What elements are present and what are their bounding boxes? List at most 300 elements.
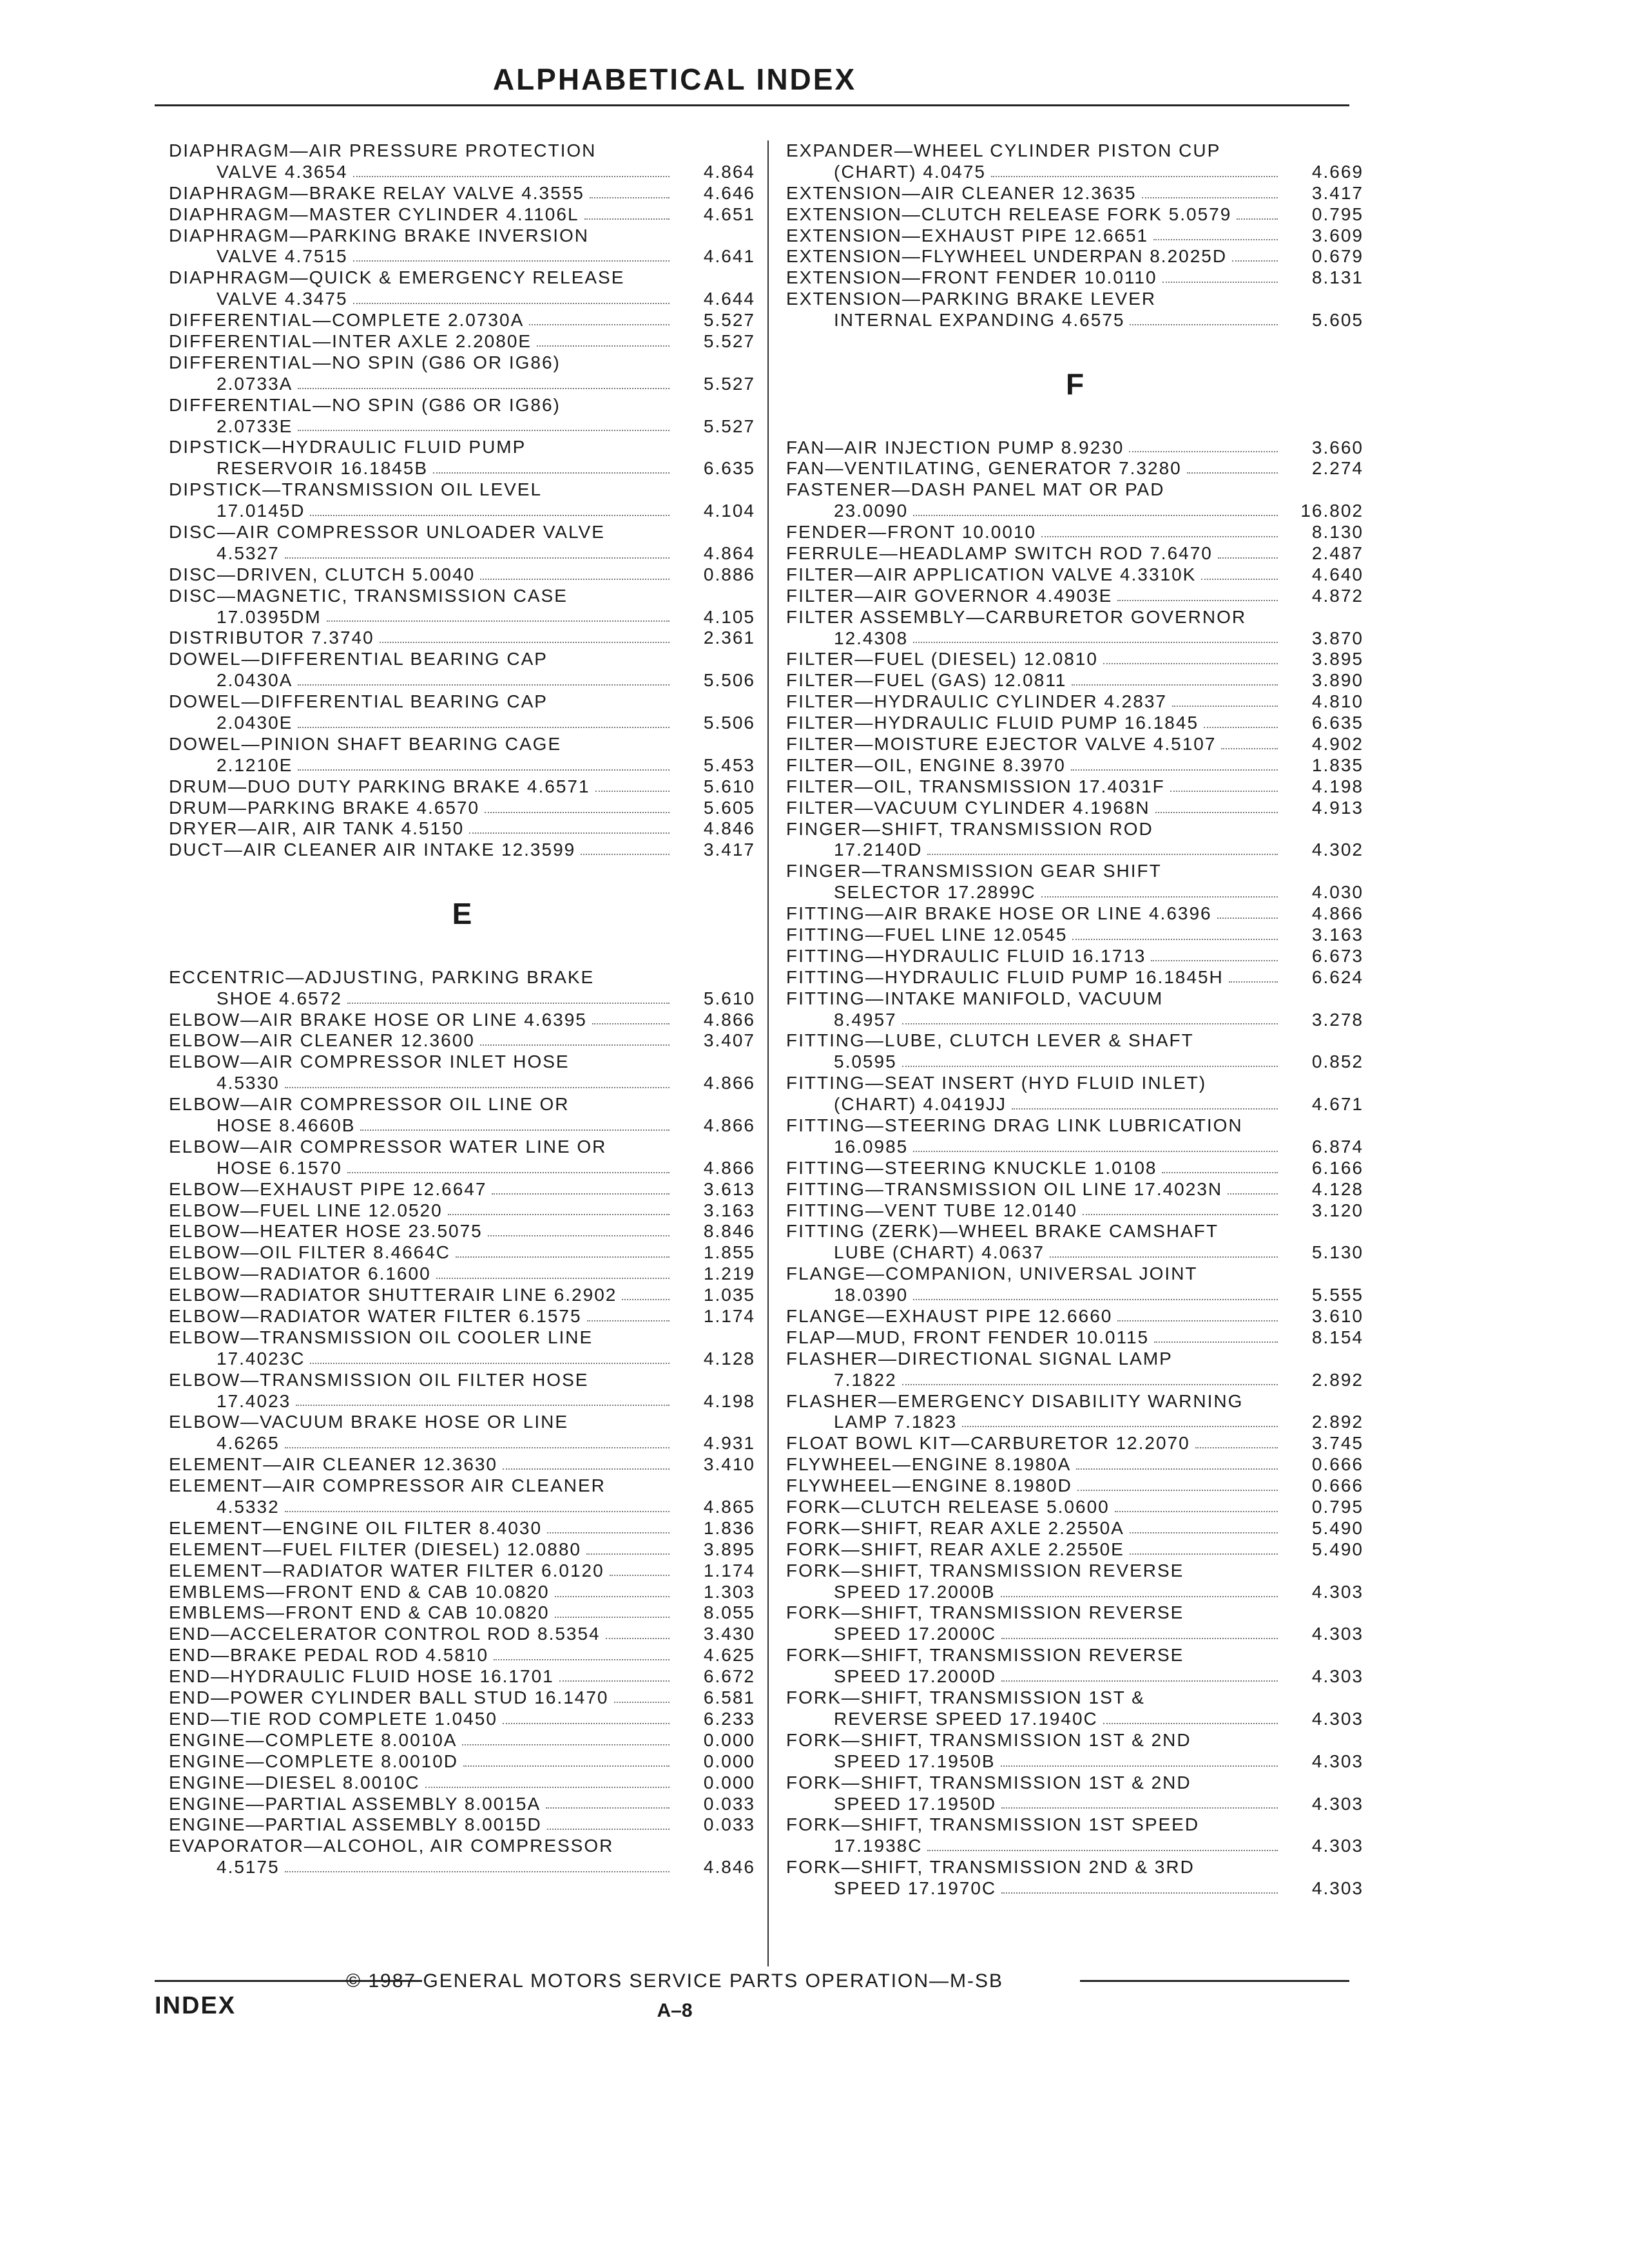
index-column-left (169, 140, 755, 1878)
entry-text: FLYWHEEL—ENGINE 8.1980D (786, 1475, 1072, 1496)
dot-leader (595, 791, 670, 792)
entry-page-ref: 8.130 (1311, 522, 1364, 543)
entry-text: DISC—AIR COMPRESSOR UNLOADER VALVE (169, 522, 605, 543)
entry-text: EVAPORATOR—ALCOHOL, AIR COMPRESSOR (169, 1836, 614, 1856)
entry-text: FORK—SHIFT, REAR AXLE 2.2550A (786, 1517, 1124, 1538)
entry-page-ref: 5.490 (1311, 1517, 1364, 1538)
entry-page-ref: 5.605 (703, 797, 755, 818)
index-entry (169, 267, 755, 310)
entry-page-ref: 4.641 (703, 246, 755, 267)
dot-leader (927, 1850, 1278, 1851)
index-entry (169, 331, 755, 352)
dot-leader (546, 1807, 670, 1809)
dot-leader (456, 1256, 670, 1258)
entry-text: FILTER—HYDRAULIC FLUID PUMP 16.1845 (786, 713, 1199, 733)
dot-leader (1077, 1490, 1278, 1491)
entry-page-ref: 1.836 (703, 1517, 755, 1538)
dot-leader (1154, 1341, 1278, 1343)
entry-text: FITTING—STEERING KNUCKLE 1.0108 (786, 1157, 1157, 1178)
entry-page-ref: 4.303 (1311, 1581, 1364, 1602)
index-entry (169, 1200, 755, 1222)
index-entry (169, 1645, 755, 1666)
dot-leader (1151, 960, 1278, 961)
dot-leader (555, 1617, 670, 1618)
dot-leader (327, 620, 670, 622)
index-entry (169, 310, 755, 331)
index-entry (786, 861, 1364, 903)
dot-leader (298, 430, 670, 431)
index-entry (169, 1179, 755, 1200)
index-entry (786, 1030, 1364, 1073)
dot-leader (353, 260, 670, 262)
dot-leader (559, 1680, 670, 1682)
entry-text: ELBOW—HEATER HOSE 23.5075 (169, 1221, 483, 1242)
entry-page-ref: 3.745 (1311, 1433, 1364, 1454)
entry-page-ref: 0.000 (703, 1772, 755, 1792)
entry-page-ref: 1.174 (703, 1560, 755, 1581)
entry-page-ref: 0.033 (703, 1793, 755, 1814)
index-entry (786, 1433, 1364, 1454)
dot-leader (1162, 1172, 1278, 1173)
index-entry (169, 1539, 755, 1561)
entry-page-ref: 0.886 (703, 564, 755, 584)
entry-text: DUCT—AIR CLEANER AIR INTAKE 12.3599 (169, 840, 576, 860)
dot-leader (1221, 748, 1278, 749)
entry-text: ELBOW—EXHAUST PIPE 12.6647 (169, 1178, 487, 1199)
entry-text: DIPSTICK—HYDRAULIC FLUID PUMP (169, 437, 526, 457)
section-label: INDEX (155, 1992, 236, 2019)
entry-text-continued: VALVE 4.7515 (217, 246, 348, 267)
entry-page-ref: 4.865 (703, 1497, 755, 1517)
dot-leader (1153, 239, 1278, 240)
index-entry (169, 628, 755, 649)
index-entry (169, 1751, 755, 1773)
entry-text-continued: (CHART) 4.0419JJ (834, 1094, 1007, 1115)
index-entry (786, 479, 1364, 522)
dot-leader (448, 1214, 670, 1215)
dot-leader (1041, 536, 1278, 537)
entry-text: DISTRIBUTOR 7.3740 (169, 628, 374, 648)
dot-leader (285, 1447, 670, 1448)
index-entry (169, 1221, 755, 1242)
entry-page-ref: 3.660 (1311, 437, 1364, 457)
entry-text-continued: 16.0985 (834, 1136, 909, 1157)
index-entry (786, 755, 1364, 776)
dot-leader (581, 854, 670, 855)
entry-text: FITTING—VENT TUBE 12.0140 (786, 1200, 1077, 1220)
entry-text-continued: 18.0390 (834, 1285, 909, 1305)
dot-leader (1076, 1468, 1278, 1470)
index-entry (169, 967, 755, 1010)
index-entry (786, 946, 1364, 967)
entry-page-ref: 8.154 (1311, 1327, 1364, 1347)
entry-text-continued: HOSE 6.1570 (217, 1157, 342, 1178)
index-entry (786, 1349, 1364, 1391)
entry-page-ref: 0.666 (1311, 1475, 1364, 1496)
index-entry (169, 204, 755, 226)
entry-text: FINGER—SHIFT, TRANSMISSION ROD (786, 818, 1153, 839)
entry-text: END—POWER CYLINDER BALL STUD 16.1470 (169, 1687, 609, 1708)
entry-text: FORK—SHIFT, TRANSMISSION 1ST & (786, 1687, 1145, 1708)
dot-leader (913, 515, 1278, 516)
dot-leader (463, 1765, 670, 1767)
entry-page-ref: 8.131 (1311, 267, 1364, 288)
entry-page-ref: 4.902 (1311, 733, 1364, 754)
dot-leader (555, 1596, 670, 1597)
index-entry (169, 1327, 755, 1370)
dot-leader (1103, 1723, 1278, 1724)
entry-text: END—ACCELERATOR CONTROL ROD 8.5354 (169, 1624, 601, 1644)
entry-text: FILTER—VACUUM CYLINDER 4.1968N (786, 797, 1150, 818)
entry-page-ref: 4.302 (1311, 840, 1364, 860)
dot-leader (285, 1087, 670, 1088)
entry-text-continued: 17.1938C (834, 1836, 923, 1856)
dot-leader (310, 515, 670, 516)
entry-text: FORK—SHIFT, TRANSMISSION REVERSE (786, 1645, 1184, 1666)
entry-text: END—HYDRAULIC FLUID HOSE 16.1701 (169, 1666, 554, 1687)
entry-text-continued: 4.5332 (217, 1497, 280, 1517)
entry-page-ref: 6.874 (1311, 1136, 1364, 1157)
index-entry (786, 437, 1364, 459)
dot-leader (353, 303, 670, 304)
entry-text: FLASHER—EMERGENCY DISABILITY WARNING (786, 1390, 1244, 1411)
page-title: ALPHABETICAL INDEX (492, 62, 857, 96)
dot-leader (1103, 663, 1278, 664)
entry-page-ref: 3.163 (1311, 924, 1364, 945)
dot-leader (537, 345, 670, 347)
entry-page-ref: 6.635 (703, 458, 755, 479)
entry-page-ref: 0.795 (1311, 1497, 1364, 1517)
dot-leader (480, 579, 670, 580)
dot-leader (529, 324, 670, 325)
index-entry (786, 1115, 1364, 1158)
entry-text: FITTING—AIR BRAKE HOSE OR LINE 4.6396 (786, 903, 1212, 924)
entry-text-continued: REVERSE SPEED 17.1940C (834, 1708, 1098, 1729)
page-number: A–8 (657, 2000, 693, 2021)
entry-page-ref: 5.506 (703, 713, 755, 733)
index-entry (169, 1030, 755, 1052)
entry-page-ref: 3.407 (703, 1030, 755, 1051)
entry-text-continued: RESERVOIR 16.1845B (217, 458, 429, 479)
entry-text: FITTING—STEERING DRAG LINK LUBRICATION (786, 1115, 1243, 1135)
index-entry (786, 1645, 1364, 1687)
entry-page-ref: 4.128 (703, 1348, 755, 1369)
index-entry (786, 204, 1364, 226)
dot-leader (1170, 791, 1278, 792)
dot-leader (1117, 600, 1278, 601)
entry-text-continued: 17.4023C (217, 1348, 305, 1369)
index-entry (169, 691, 755, 734)
dot-leader (503, 1468, 670, 1470)
index-entry (786, 246, 1364, 267)
entry-text: ENGINE—COMPLETE 8.0010D (169, 1751, 459, 1771)
dot-leader (285, 557, 670, 559)
dot-leader (1204, 727, 1278, 728)
entry-text: DRUM—PARKING BRAKE 4.6570 (169, 797, 480, 818)
entry-text: ELEMENT—AIR CLEANER 12.3630 (169, 1454, 497, 1475)
entry-page-ref: 4.866 (703, 1009, 755, 1030)
index-entry (786, 1730, 1364, 1773)
index-entry (786, 1814, 1364, 1857)
entry-page-ref: 3.609 (1311, 225, 1364, 245)
entry-text: FITTING—SEAT INSERT (HYD FLUID INLET) (786, 1073, 1207, 1093)
index-entry (169, 1582, 755, 1603)
entry-page-ref: 6.635 (1311, 713, 1364, 733)
entry-page-ref: 4.303 (1311, 1708, 1364, 1729)
dot-leader (913, 1299, 1278, 1300)
entry-page-ref: 6.624 (1311, 966, 1364, 987)
index-entry (786, 226, 1364, 247)
index-entry (169, 437, 755, 479)
index-entry (169, 586, 755, 628)
entry-text: END—BRAKE PEDAL ROD 4.5810 (169, 1645, 489, 1666)
dot-leader (1130, 1532, 1278, 1533)
index-column-right (786, 140, 1364, 1899)
dot-leader (480, 1044, 670, 1046)
dot-leader (433, 472, 670, 474)
entry-text: DIFFERENTIAL—NO SPIN (G86 OR IG86) (169, 352, 561, 372)
index-entry (169, 522, 755, 564)
entry-page-ref: 3.895 (703, 1539, 755, 1559)
dot-leader (902, 1384, 1278, 1385)
entry-text: ELBOW—AIR BRAKE HOSE OR LINE 4.6395 (169, 1009, 587, 1030)
entry-text: EXTENSION—PARKING BRAKE LEVER (786, 289, 1157, 309)
entry-page-ref: 4.931 (703, 1433, 755, 1454)
dot-leader (991, 176, 1278, 177)
entry-text: FASTENER—DASH PANEL MAT OR PAD (786, 479, 1165, 500)
index-entry (169, 479, 755, 522)
entry-text: FILTER ASSEMBLY—CARBURETOR GOVERNOR (786, 606, 1247, 627)
dot-leader (590, 197, 670, 198)
index-entry (786, 819, 1364, 861)
index-entry (786, 543, 1364, 564)
entry-page-ref: 1.219 (703, 1264, 755, 1284)
dot-leader (1229, 981, 1278, 983)
dot-leader (1001, 1638, 1278, 1639)
dot-leader (310, 1363, 670, 1364)
dot-leader (902, 1066, 1278, 1067)
dot-leader (1001, 1596, 1278, 1597)
index-entry (169, 1561, 755, 1582)
title-rule (155, 104, 1349, 106)
entry-text-continued: 4.5175 (217, 1857, 280, 1878)
entry-page-ref: 2.892 (1311, 1412, 1364, 1432)
index-entry (786, 607, 1364, 649)
entry-page-ref: 4.198 (703, 1390, 755, 1411)
entry-text: DISC—MAGNETIC, TRANSMISSION CASE (169, 585, 568, 606)
entry-page-ref: 5.527 (703, 416, 755, 436)
entry-page-ref: 4.198 (1311, 776, 1364, 796)
entry-page-ref: 4.030 (1311, 882, 1364, 903)
entry-text-continued: 17.4023 (217, 1390, 291, 1411)
entry-text: ELBOW—RADIATOR WATER FILTER 6.1575 (169, 1306, 582, 1327)
entry-text: FLAP—MUD, FRONT FENDER 10.0115 (786, 1327, 1150, 1347)
entry-text: FAN—VENTILATING, GENERATOR 7.3280 (786, 458, 1182, 479)
index-entry (786, 776, 1364, 798)
index-entry (169, 183, 755, 204)
entry-page-ref: 4.671 (1311, 1094, 1364, 1115)
dot-leader (298, 684, 670, 686)
section-heading: E (452, 897, 472, 931)
dot-leader (1217, 918, 1278, 919)
index-entry (169, 395, 755, 437)
index-entry (786, 734, 1364, 755)
dot-leader (1050, 1256, 1278, 1258)
index-entry (786, 1179, 1364, 1200)
entry-text: FORK—SHIFT, REAR AXLE 2.2550E (786, 1539, 1124, 1559)
entry-text-continued: VALVE 4.3654 (217, 161, 348, 182)
entry-text: ELBOW—RADIATOR SHUTTERAIR LINE 6.2902 (169, 1285, 617, 1305)
entry-page-ref: 4.303 (1311, 1793, 1364, 1814)
index-entry (169, 1773, 755, 1794)
index-entry (786, 1497, 1364, 1518)
entry-text: ENGINE—PARTIAL ASSEMBLY 8.0015A (169, 1793, 541, 1814)
entry-page-ref: 2.274 (1311, 458, 1364, 479)
dot-leader (285, 1871, 670, 1872)
entry-text: DIAPHRAGM—QUICK & EMERGENCY RELEASE (169, 267, 625, 288)
entry-page-ref: 0.852 (1311, 1052, 1364, 1072)
index-entry (169, 1370, 755, 1412)
entry-text: ELBOW—OIL FILTER 8.4664C (169, 1242, 451, 1263)
entry-text-continued: 8.4957 (834, 1009, 897, 1030)
dot-leader (425, 1787, 670, 1788)
dot-leader (347, 1003, 670, 1004)
entry-text-continued: 2.0430E (217, 713, 293, 733)
entry-text: ECCENTRIC—ADJUSTING, PARKING BRAKE (169, 966, 595, 987)
entry-text: EXTENSION—CLUTCH RELEASE FORK 5.0579 (786, 204, 1232, 224)
entry-page-ref: 4.913 (1311, 797, 1364, 818)
index-entry (169, 564, 755, 586)
dot-leader (380, 642, 670, 643)
entry-page-ref: 4.810 (1311, 691, 1364, 712)
entry-text: ENGINE—DIESEL 8.0010C (169, 1772, 420, 1792)
entry-text-continued: SPEED 17.1950B (834, 1751, 996, 1771)
entry-text-continued: 17.0395DM (217, 606, 322, 627)
dot-leader (1187, 472, 1278, 474)
dot-leader (360, 1129, 670, 1131)
index-entry (786, 1200, 1364, 1222)
dot-leader (586, 1553, 670, 1555)
index-entry (169, 1475, 755, 1518)
entry-text-continued: 2.0430A (217, 670, 293, 691)
entry-page-ref: 5.527 (703, 373, 755, 394)
entry-page-ref: 0.679 (1311, 246, 1364, 267)
entry-text: FORK—SHIFT, TRANSMISSION 2ND & 3RD (786, 1857, 1195, 1878)
entry-text-continued: SPEED 17.1950D (834, 1793, 997, 1814)
dot-leader (1130, 1553, 1278, 1555)
index-entry (169, 1137, 755, 1179)
entry-page-ref: 5.527 (703, 310, 755, 331)
entry-text: ELBOW—TRANSMISSION OIL COOLER LINE (169, 1327, 593, 1347)
entry-text: FITTING (ZERK)—WHEEL BRAKE CAMSHAFT (786, 1221, 1219, 1242)
entry-text: DOWEL—PINION SHAFT BEARING CAGE (169, 733, 562, 754)
entry-page-ref: 4.640 (1311, 564, 1364, 584)
entry-text: ELBOW—TRANSMISSION OIL FILTER HOSE (169, 1369, 589, 1390)
entry-text: ELEMENT—RADIATOR WATER FILTER 6.0120 (169, 1560, 604, 1581)
index-entry (169, 1603, 755, 1624)
index-entry (786, 1454, 1364, 1475)
index-entry (169, 840, 755, 861)
entry-text-continued: SELECTOR 17.2899C (834, 882, 1036, 903)
entry-text: FLANGE—COMPANION, UNIVERSAL JOINT (786, 1264, 1198, 1284)
index-entry (786, 1327, 1364, 1349)
dot-leader (298, 388, 670, 389)
entry-text: ELEMENT—FUEL FILTER (DIESEL) 12.0880 (169, 1539, 581, 1559)
entry-page-ref: 0.795 (1311, 204, 1364, 224)
entry-text: FENDER—FRONT 10.0010 (786, 522, 1037, 543)
entry-text: EXTENSION—FLYWHEEL UNDERPAN 8.2025D (786, 246, 1228, 267)
index-entry (169, 819, 755, 840)
entry-page-ref: 3.120 (1311, 1200, 1364, 1220)
entry-text: DISC—DRIVEN, CLUTCH 5.0040 (169, 564, 476, 584)
index-entry (169, 1730, 755, 1751)
entry-page-ref: 3.417 (1311, 182, 1364, 203)
entry-text: FILTER—AIR APPLICATION VALVE 4.3310K (786, 564, 1197, 584)
dot-leader (492, 1193, 670, 1195)
dot-leader (1162, 282, 1278, 283)
entry-text-continued: SHOE 4.6572 (217, 988, 342, 1008)
dot-leader (462, 1744, 670, 1745)
entry-page-ref: 6.673 (1311, 945, 1364, 966)
entry-text: FORK—SHIFT, TRANSMISSION 1ST & 2ND (786, 1772, 1191, 1792)
dot-leader (592, 1023, 670, 1024)
dot-leader (1072, 684, 1278, 686)
dot-leader (1072, 939, 1278, 940)
dot-leader (1201, 579, 1278, 580)
index-entry (786, 798, 1364, 819)
entry-text-continued: LAMP 7.1823 (834, 1412, 958, 1432)
index-entry (786, 1475, 1364, 1497)
entry-text-continued: 23.0090 (834, 501, 909, 521)
entry-page-ref: 4.105 (703, 606, 755, 627)
dot-leader (962, 1426, 1278, 1427)
entry-page-ref: 6.581 (703, 1687, 755, 1708)
entry-text: ELBOW—RADIATOR 6.1600 (169, 1264, 431, 1284)
entry-page-ref: 0.000 (703, 1729, 755, 1750)
entry-text: DIAPHRAGM—PARKING BRAKE INVERSION (169, 225, 590, 245)
dot-leader (1117, 1320, 1278, 1321)
entry-text: FORK—SHIFT, TRANSMISSION REVERSE (786, 1602, 1184, 1623)
entry-page-ref: 4.864 (703, 161, 755, 182)
index-entry (169, 140, 755, 183)
dot-leader (1195, 1447, 1278, 1448)
entry-text: FILTER—OIL, ENGINE 8.3970 (786, 754, 1066, 775)
index-entry (169, 1624, 755, 1645)
entry-page-ref: 3.895 (1311, 649, 1364, 669)
entry-text: FITTING—TRANSMISSION OIL LINE 17.4023N (786, 1178, 1223, 1199)
entry-text-continued: 2.0733E (217, 416, 293, 436)
index-entry (786, 1158, 1364, 1179)
entry-page-ref: 5.130 (1311, 1242, 1364, 1263)
entry-text: FERRULE—HEADLAMP SWITCH ROD 7.6470 (786, 543, 1213, 563)
dot-leader (1083, 1214, 1278, 1215)
index-entry (786, 183, 1364, 204)
dot-leader (285, 1511, 670, 1512)
dot-leader (614, 1702, 670, 1703)
entry-page-ref: 4.625 (703, 1645, 755, 1666)
entry-page-ref: 5.453 (703, 754, 755, 775)
entry-text: ELBOW—AIR CLEANER 12.3600 (169, 1030, 475, 1051)
index-entry (169, 352, 755, 395)
entry-text: FILTER—FUEL (DIESEL) 12.0810 (786, 649, 1098, 669)
dot-leader (1071, 769, 1278, 771)
entry-page-ref: 2.361 (703, 628, 755, 648)
entry-page-ref: 0.000 (703, 1751, 755, 1771)
entry-page-ref: 4.872 (1311, 585, 1364, 606)
index-entry (169, 1412, 755, 1454)
footer-rule-right (1080, 1980, 1349, 1982)
entry-text: FILTER—OIL, TRANSMISSION 17.4031F (786, 776, 1165, 796)
